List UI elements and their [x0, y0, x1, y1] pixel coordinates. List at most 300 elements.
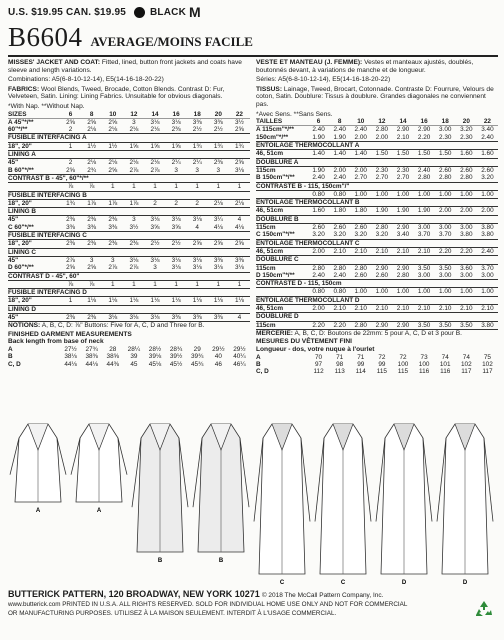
yardage-cell: 2.40: [312, 174, 325, 182]
price-header: [8, 4, 498, 20]
yardage-cell: 2.40: [312, 126, 325, 134]
yardage-cell: 3⅛: [150, 216, 160, 224]
section-label: CONTRASTE B - 115, 150cm"/": [256, 182, 498, 190]
yardage-cell: 2.40: [333, 126, 346, 134]
finished-title: FINISHED GARMENT MEASUREMENTS: [8, 330, 132, 338]
back-length-table: [8, 346, 250, 368]
yardage-cell: 1.00: [417, 190, 431, 198]
yardage-cell: 1: [68, 142, 73, 150]
yardage-cell: 0.80: [333, 288, 346, 296]
yardage-cell: 1.40: [333, 150, 346, 158]
yardage-cell: 2.30: [438, 133, 452, 141]
yardage-cell: 3: [195, 166, 199, 174]
yardage-cell: 2.80: [460, 174, 473, 182]
section-row: [256, 182, 498, 190]
yardage-cell: 3⅛: [108, 313, 118, 321]
fabrics-label: FABRICS:: [8, 85, 40, 93]
yardage-cell: 1: [216, 183, 221, 191]
length-cell: 39½: [169, 353, 183, 361]
length-cell: 71: [336, 353, 344, 361]
yardage-row: [256, 321, 498, 329]
section-row: [8, 208, 250, 216]
yardage-cell: 2.90: [375, 264, 389, 272]
yardage-cell: 1⅝: [171, 142, 181, 150]
row-label: [256, 190, 308, 198]
yardage-cell: 2⅝: [213, 240, 223, 248]
color-label: BLACK: [150, 6, 186, 18]
yardage-cell: 2.80: [417, 174, 431, 182]
sizes-header-row: [256, 118, 498, 126]
back-length-row: [256, 361, 498, 368]
length-cell: 27¾: [85, 346, 98, 354]
yardage-cell: 1.00: [460, 190, 473, 198]
yardage-cell: ⅞: [67, 280, 74, 288]
size-cell: 16: [414, 118, 435, 126]
yardage-cell: 2.20: [312, 321, 325, 329]
yardage-cell: 3.00: [438, 271, 452, 279]
yardage-row: [8, 167, 250, 175]
yardage-cell: 3¼: [213, 216, 223, 224]
yardage-row: [8, 280, 250, 288]
row-label: [8, 183, 60, 191]
notions: [256, 329, 498, 338]
footer-address: BUTTERICK PATTERN, 120 BROADWAY, NEW YORK 10271: [8, 589, 260, 599]
yardage-cell: 1.60: [460, 150, 473, 158]
yardage-cell: 1.80: [354, 207, 367, 215]
fabrics: [256, 86, 498, 109]
size-cell: 12: [123, 111, 144, 119]
length-cell: 99: [378, 360, 386, 368]
yardage-cell: 2½: [192, 126, 202, 134]
garment-desc: Vestes et manteaux ajustés, doublés, boutonnés devant, à variations de manche et de longueur.: [256, 59, 474, 74]
yardage-cell: 1: [110, 183, 115, 191]
yardage-cell: ⅞: [67, 183, 74, 191]
yardage-row: [8, 183, 250, 191]
size-cell: 12: [371, 118, 392, 126]
section-row: [8, 248, 250, 256]
yardage-cell: 2.40: [333, 174, 346, 182]
yardage-cell: 1: [195, 183, 199, 191]
length-cell: 45⅛: [148, 360, 162, 368]
yardage-row: [256, 150, 498, 158]
section-label: FUSIBLE INTERFACING A: [8, 134, 250, 142]
yardage-cell: 3.50: [438, 264, 452, 272]
size-cell: 20: [456, 118, 477, 126]
yardage-cell: 1⅛: [150, 297, 160, 305]
yardage-cell: 1⅛: [87, 297, 97, 305]
yardage-cell: 2¼: [192, 159, 202, 167]
yardage-cell: 3.80: [481, 231, 494, 239]
yardage-cell: 2.30: [460, 133, 473, 141]
yardage-cell: 4: [195, 223, 199, 231]
length-cell: 98: [336, 360, 344, 368]
yardage-cell: 3.20: [375, 231, 389, 239]
yardage-cell: 3: [216, 166, 221, 174]
length-cell: 102: [460, 360, 472, 368]
length-cell: 72: [399, 353, 407, 361]
yardage-cell: 2.00: [333, 166, 346, 174]
yardage-row: [256, 190, 498, 198]
description: [8, 59, 250, 74]
yardage-cell: 2.10: [396, 304, 410, 312]
back-length-table: [256, 354, 498, 376]
yardage-cell: 2⅜: [129, 240, 139, 248]
yardage-cell: 2.60: [354, 224, 367, 232]
yardage-cell: 1.50: [396, 150, 410, 158]
garment-figure-1: [10, 424, 66, 514]
length-cell: 44⅜: [106, 360, 119, 368]
length-cell: 72: [378, 353, 386, 361]
notions-text: A, B, C, D: ⅞" Buttons: Five for A, C, D and Three for B.: [41, 322, 205, 330]
yardage-cell: 1.90: [375, 207, 389, 215]
yardage-cell: 2⅛: [108, 126, 118, 134]
row-label: 115cm: [256, 224, 276, 232]
garment-figure-8: [437, 424, 493, 586]
yardage-cell: 2.60: [375, 271, 389, 279]
row-label: A: [8, 346, 13, 354]
yardage-cell: 3.20: [354, 231, 367, 239]
yardage-cell: 2⅜: [87, 216, 97, 224]
yardage-cell: 3.00: [438, 126, 452, 134]
length-cell: 28¼: [127, 346, 141, 354]
figure-label: B: [157, 558, 163, 564]
section-row: [8, 134, 250, 142]
yardage-cell: 1.00: [481, 190, 494, 198]
difficulty-label: AVERAGE/MOINS FACILE: [90, 34, 253, 49]
yardage-cell: 3: [153, 264, 157, 272]
yardage-cell: 0.80: [312, 190, 325, 198]
yardage-cell: 2⅛: [234, 199, 244, 207]
yardage-cell: 2.60: [460, 166, 473, 174]
length-cell: 74: [441, 353, 449, 361]
section-label: CONTRAST D - 45", 60": [8, 272, 250, 280]
yardage-cell: 1⅛: [234, 297, 244, 305]
yardage-cell: 3.80: [481, 321, 494, 329]
yardage-cell: 2⅜: [66, 240, 75, 248]
size-cell: 14: [144, 111, 165, 119]
yardage-cell: 3⅛: [234, 166, 244, 174]
row-label: D 150cm"*/**: [256, 271, 295, 279]
row-label: A 115cm"*/**: [256, 126, 294, 134]
garment-title: MISSES' JACKET AND COAT:: [8, 59, 101, 66]
divider: [8, 55, 498, 57]
section-row: [256, 239, 498, 247]
yardage-cell: 2⅝: [108, 118, 118, 126]
french-column: [256, 59, 498, 376]
sizes-label: SIZES: [8, 111, 60, 119]
yardage-cell: 3⅛: [171, 118, 181, 126]
length-cell: 45: [130, 360, 138, 368]
length-cell: 38⅝: [106, 353, 119, 361]
yardage-cell: 2⅛: [87, 126, 97, 134]
yardage-cell: 3⅛: [213, 264, 223, 272]
yardage-cell: 3.00: [460, 224, 473, 232]
nap-note: *With Nap. **Without Nap.: [8, 102, 85, 110]
sizes-header-row: [8, 111, 250, 119]
back-length-row: [256, 354, 498, 361]
section-row: [256, 256, 498, 264]
yardage-cell: 3.00: [438, 224, 452, 232]
garment-figure-4: [193, 424, 249, 564]
row-label: 18", 20": [8, 142, 32, 150]
yardage-cell: 3⅜: [213, 118, 223, 126]
yardage-cell: 2.10: [481, 304, 494, 312]
yardage-cell: 1: [68, 297, 73, 305]
yardage-cell: 3⅛: [192, 264, 202, 272]
yardage-cell: 2.20: [438, 247, 452, 255]
yardage-cell: 2.20: [460, 247, 473, 255]
yardage-cell: 1: [153, 280, 157, 288]
yardage-cell: 2⅜: [66, 313, 75, 321]
yardage-cell: 3⅛: [192, 256, 202, 264]
yardage-cell: 2½: [213, 126, 223, 134]
footer-copyright: © 2018 The McCall Pattern Company, Inc.: [261, 592, 384, 599]
section-row: [8, 191, 250, 199]
yardage-cell: 3⅝: [150, 223, 160, 231]
back-length-title: Back length from base of neck: [8, 338, 104, 346]
yardage-cell: 2⅝: [234, 159, 244, 167]
yardage-cell: 2.60: [481, 166, 494, 174]
yardage-cell: 2⅝: [66, 264, 75, 272]
yardage-cell: 3⅜: [234, 256, 244, 264]
yardage-cell: 1.50: [438, 150, 452, 158]
yardage-cell: 2.80: [333, 264, 346, 272]
row-label: 45": [8, 216, 19, 224]
yardage-cell: 2.00: [312, 304, 325, 312]
yardage-cell: 2⅛: [213, 199, 223, 207]
figure-label: C: [279, 580, 285, 586]
yardage-cell: 2.10: [417, 247, 431, 255]
yardage-row: [256, 288, 498, 296]
yardage-cell: 2.60: [438, 166, 452, 174]
section-row: [256, 142, 498, 150]
length-cell: 115: [397, 368, 409, 376]
yardage-cell: 3.00: [417, 224, 431, 232]
yardage-cell: 1: [132, 183, 136, 191]
yardage-cell: 3⅜: [192, 118, 202, 126]
yardage-cell: 3.20: [460, 126, 473, 134]
yardage-cell: 3⅛: [234, 264, 244, 272]
size-cell: 6: [308, 118, 329, 126]
notions-text: A, B, C, D: Boutons de 22mm: 5 pour A, C, D et 3 pour B.: [294, 329, 462, 337]
color-dot-icon: [134, 7, 145, 18]
footer-line-2: www.butterick.com PRINTED IN U.S.A. ALL RIGHTS RESERVED. SOLD FOR INDIVIDUAL HOME USE ONLY AND NOT FOR COMMERCIAL: [8, 601, 408, 608]
size-cell: 18: [187, 111, 208, 119]
yardage-cell: 2.80: [354, 321, 367, 329]
section-row: [8, 151, 250, 159]
section-label: ENTOILAGE THERMOCOLLANT A: [256, 142, 498, 150]
size-cell: 22: [229, 111, 250, 119]
yardage-row: [8, 224, 250, 232]
fabrics-label: TISSUS:: [256, 85, 283, 93]
yardage-cell: 3.00: [481, 271, 494, 279]
yardage-cell: 2⅝: [87, 264, 97, 272]
yardage-cell: 1.00: [417, 288, 431, 296]
price-text: U.S. $19.95 CAN. $19.95: [8, 6, 126, 18]
yardage-cell: 2.10: [396, 247, 410, 255]
notions-label: MERCERIE:: [256, 329, 293, 337]
row-label: A 45"*/**: [8, 118, 34, 126]
yardage-cell: 2.60: [333, 224, 346, 232]
yardage-cell: 1.50: [417, 150, 431, 158]
yardage-cell: 1.00: [438, 288, 452, 296]
yardage-cell: 1.00: [460, 288, 473, 296]
yardage-cell: 4: [237, 216, 242, 224]
yardage-cell: 1: [237, 183, 242, 191]
length-cell: 74: [462, 353, 470, 361]
yardage-row: [256, 231, 498, 239]
yardage-cell: 3.70: [438, 231, 452, 239]
yardage-cell: 1.40: [354, 150, 367, 158]
yardage-cell: 2⅝: [66, 166, 75, 174]
figure-label: D: [462, 580, 468, 586]
length-cell: 101: [439, 360, 451, 368]
length-cell: 73: [420, 353, 428, 361]
yardage-cell: 2.10: [354, 247, 367, 255]
yardage-cell: 1.00: [375, 288, 389, 296]
yardage-cell: 2.20: [333, 321, 346, 329]
yardage-cell: 2⅝: [234, 240, 244, 248]
length-cell: 46¼: [233, 360, 246, 368]
yardage-cell: 1⅛: [171, 297, 181, 305]
english-column: [8, 59, 250, 376]
size-cell: 14: [392, 118, 413, 126]
yardage-row: [8, 118, 250, 126]
figure-label: C: [340, 580, 346, 586]
row-label: C 60"*/**: [8, 223, 34, 231]
yardage-cell: 3⅛: [150, 256, 160, 264]
length-cell: 45¾: [190, 360, 204, 368]
row-label: 45": [8, 256, 19, 264]
yardage-cell: 1: [132, 280, 136, 288]
yardage-cell: 2.10: [438, 304, 452, 312]
yardage-cell: 1¾: [66, 199, 75, 207]
section-row: [256, 158, 498, 166]
yardage-cell: 2.00: [438, 207, 452, 215]
back-length-row: [8, 346, 250, 353]
size-cell: 18: [435, 118, 456, 126]
yardage-cell: 2⅞: [129, 264, 139, 272]
yardage-cell: 3.40: [481, 126, 494, 134]
yardage-row: [8, 256, 250, 264]
figure-label: D: [401, 580, 407, 586]
yardage-cell: 1.00: [354, 190, 367, 198]
yardage-row: [8, 159, 250, 167]
yardage-cell: 3.40: [396, 231, 410, 239]
section-label: CONTRAST B - 45", 60"*/**: [8, 174, 250, 182]
yardage-row: [8, 126, 250, 134]
finished-title: MESURES DU VÊTEMENT FINI: [256, 338, 352, 346]
yardage-cell: 2.80: [312, 264, 325, 272]
yardage-cell: 2⅛: [150, 126, 160, 134]
yardage-cell: 2⅝: [234, 126, 244, 134]
yardage-cell: 2¼: [171, 159, 181, 167]
yardage-cell: 1.60: [481, 150, 494, 158]
yardage-cell: 1¾: [213, 142, 223, 150]
length-cell: 28¾: [169, 346, 183, 354]
length-cell: 38⅜: [85, 353, 98, 361]
row-label: 46, 51cm: [256, 247, 284, 255]
yardage-cell: 2⅜: [66, 216, 75, 224]
row-label: C 150cm"*/**: [256, 231, 295, 239]
yardage-cell: 3.60: [460, 264, 473, 272]
yardage-cell: 2.80: [438, 174, 452, 182]
yardage-cell: 1⅝: [150, 142, 160, 150]
yardage-cell: 2⅛: [129, 126, 139, 134]
yardage-row: [256, 247, 498, 255]
yardage-row: [256, 304, 498, 312]
length-cell: 28½: [148, 346, 162, 354]
yardage-cell: 3⅜: [171, 313, 181, 321]
length-cell: 114: [355, 368, 366, 376]
yardage-cell: 2.30: [396, 166, 410, 174]
yardage-cell: 1.50: [375, 150, 389, 158]
yardage-cell: 1⅝: [129, 142, 139, 150]
yardage-cell: 2.10: [333, 247, 346, 255]
footer-line-3: OR MANUFACTURING PURPOSES. UTILISEZ À LA MAISON SEULEMENT. INTERDIT À L'USAGE COMMERCIAL.: [8, 610, 337, 617]
yardage-cell: 2⅜: [87, 313, 97, 321]
yardage-cell: 1: [110, 280, 115, 288]
size-cell: 16: [166, 111, 187, 119]
yardage-cell: 2.30: [375, 166, 389, 174]
size-cell: 20: [208, 111, 229, 119]
yardage-cell: 1¾: [192, 142, 202, 150]
row-label: C, D: [256, 368, 269, 376]
yardage-cell: 2.70: [375, 174, 389, 182]
yardage-row: [256, 207, 498, 215]
section-row: [8, 289, 250, 297]
yardage-cell: 2.90: [417, 126, 431, 134]
size-cell: 22: [477, 118, 498, 126]
yardage-cell: 0.80: [333, 190, 346, 198]
length-cell: 29: [193, 346, 201, 354]
yardage-cell: 3: [132, 216, 136, 224]
yardage-cell: 1⅛: [213, 297, 223, 305]
length-cell: 102: [482, 360, 493, 368]
garment-desc: Fitted, lined, button front jackets and coats have sleeve and length variations.: [8, 59, 242, 74]
yardage-cell: 3.80: [481, 224, 494, 232]
row-label: 46, 51cm: [256, 150, 284, 158]
back-length-row: [8, 361, 250, 368]
yardage-cell: 3⅛: [129, 313, 139, 321]
garment-figure-5: [254, 424, 310, 586]
garment-figure-3: [132, 424, 188, 564]
back-length-row: [256, 368, 498, 375]
yardage-row: [256, 264, 498, 272]
yardage-cell: 3.50: [438, 321, 452, 329]
length-cell: 117: [461, 368, 472, 376]
yardage-cell: 3⅛: [150, 118, 160, 126]
yardage-cell: 3.20: [481, 174, 494, 182]
notions-label: NOTIONS:: [8, 322, 41, 330]
yardage-cell: 3⅛: [171, 256, 181, 264]
yardage-cell: 2.10: [354, 304, 367, 312]
yardage-cell: 3: [110, 256, 115, 264]
length-cell: 39¾: [190, 353, 204, 361]
fabrics-text: Wool Blends, Tweed, Brocade, Cotton Blends. Contrast D: Fur, Velveteen, Satin. Lining: Lining Fabrics. Unsuitable for obvious diagonals.: [8, 85, 225, 101]
length-cell: 28: [109, 346, 117, 354]
yardage-row: [256, 174, 498, 182]
yardage-cell: 1.00: [481, 288, 494, 296]
yardage-cell: 2.90: [396, 126, 410, 134]
yardage-cell: 1⅞: [87, 199, 97, 207]
yardage-row: [256, 224, 498, 232]
yardage-cell: 1.00: [438, 190, 452, 198]
row-label: 115cm: [256, 166, 276, 174]
length-cell: 44⅛: [64, 360, 77, 368]
fabrics: [8, 86, 250, 101]
yardage-cell: 2.10: [396, 133, 410, 141]
